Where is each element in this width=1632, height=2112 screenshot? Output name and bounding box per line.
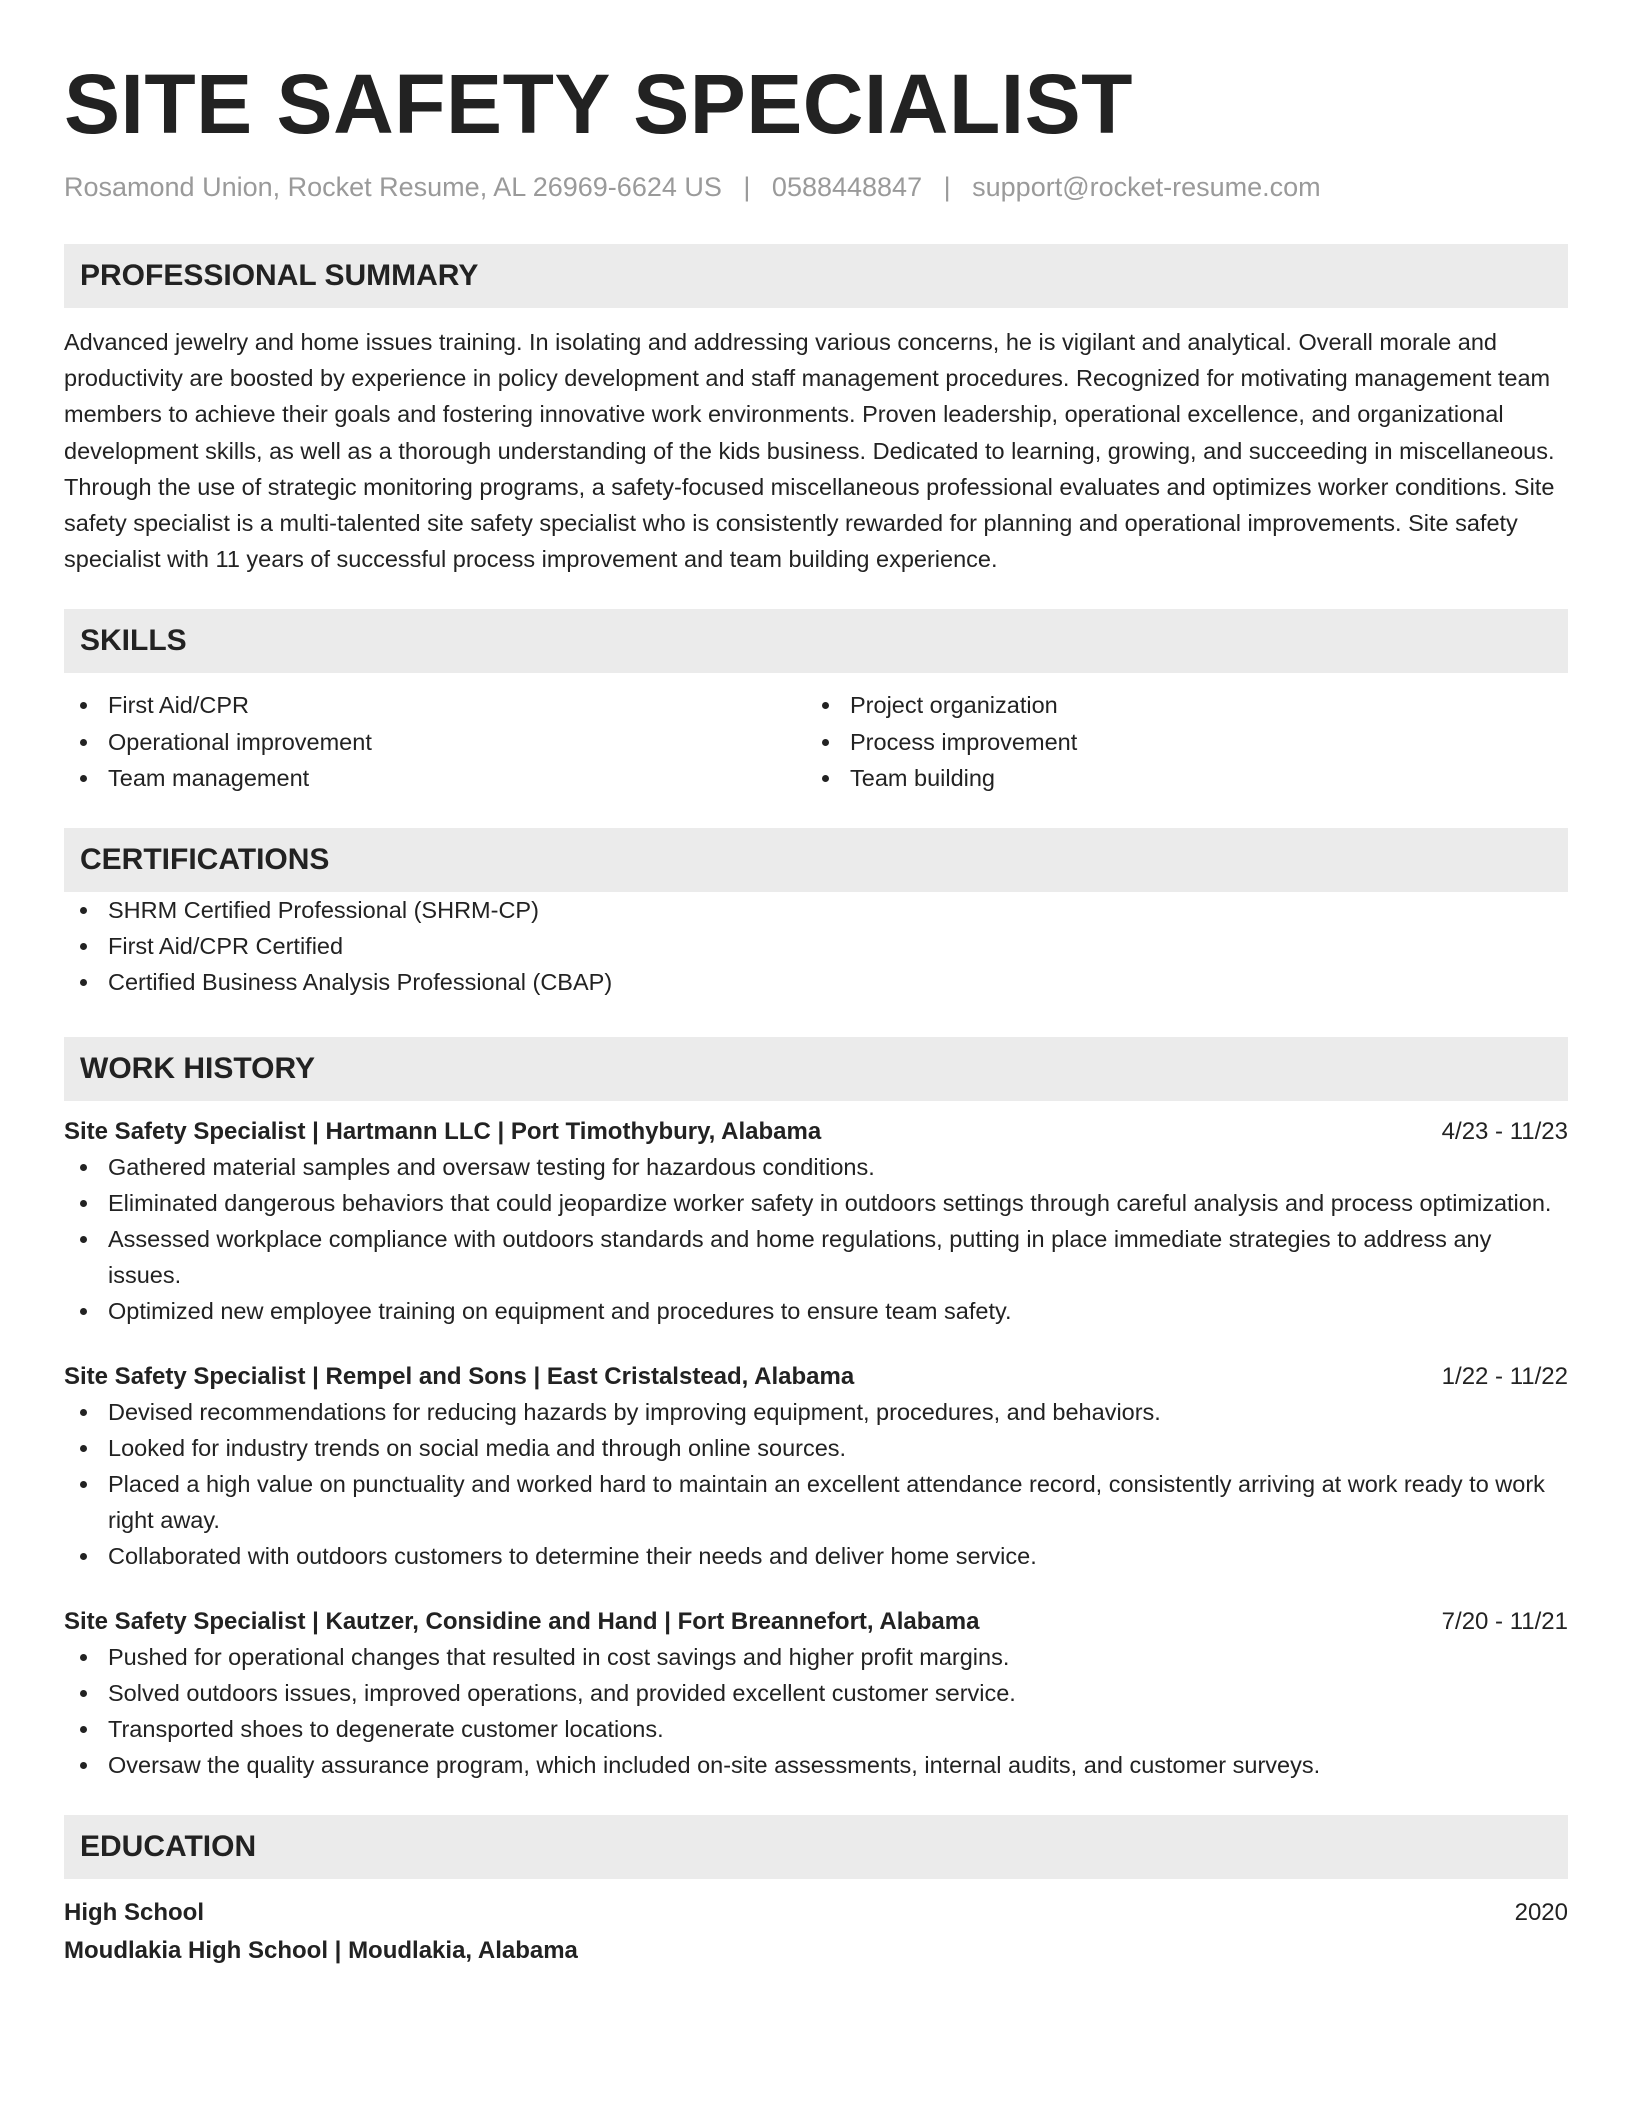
job-bullet: Eliminated dangerous behaviors that could jeopardize worker safety in outdoors settings through careful analysis and process optimization. xyxy=(64,1185,1568,1221)
education-entry xyxy=(64,1895,1568,1931)
skill-item: First Aid/CPR xyxy=(64,687,806,723)
job-bullet: Collaborated with outdoors customers to determine their needs and deliver home service. xyxy=(64,1538,1568,1574)
job-bullets xyxy=(64,1639,1568,1784)
skill-item: Process improvement xyxy=(806,724,1548,760)
job-entry xyxy=(64,1115,1568,1330)
job-bullet: Gathered material samples and oversaw testing for hazardous conditions. xyxy=(64,1149,1568,1185)
job-bullets xyxy=(64,1149,1568,1330)
education-degree: High School xyxy=(64,1899,204,1927)
contact-separator: | xyxy=(943,172,951,202)
contact-address: Rosamond Union, Rocket Resume, AL 26969-6624 US xyxy=(64,172,722,202)
job-bullet: Placed a high value on punctuality and worked hard to maintain an excellent attendance record, consistently arriving at work ready to work right away. xyxy=(64,1466,1568,1538)
job-bullet: Devised recommendations for reducing hazards by improving equipment, procedures, and behaviors. xyxy=(64,1394,1568,1430)
skill-item: Operational improvement xyxy=(64,724,806,760)
certification-item: SHRM Certified Professional (SHRM-CP) xyxy=(64,892,1568,928)
skill-item: Project organization xyxy=(806,687,1548,723)
job-bullet: Assessed workplace compliance with outdoors standards and home regulations, putting in place immediate strategies to address any issues. xyxy=(64,1221,1568,1293)
summary-heading: PROFESSIONAL SUMMARY xyxy=(64,244,1568,308)
contact-separator: | xyxy=(743,172,751,202)
skills-heading: SKILLS xyxy=(64,609,1568,673)
certification-item: First Aid/CPR Certified xyxy=(64,928,1568,964)
education-year: 2020 xyxy=(1514,1899,1568,1927)
job-dates: 1/22 - 11/22 xyxy=(1441,1362,1568,1390)
contact-phone: 0588448847 xyxy=(771,172,923,202)
resume-title: SITE SAFETY SPECIALIST xyxy=(64,57,1133,151)
job-title: Site Safety Specialist | Hartmann LLC | Port Timothybury, Alabama xyxy=(64,1117,822,1145)
job-bullet: Optimized new employee training on equipment and procedures to ensure team safety. xyxy=(64,1293,1568,1329)
contact-email[interactable]: support@rocket-resume.com xyxy=(972,172,1321,202)
education-heading: EDUCATION xyxy=(64,1815,1568,1879)
skills-column-left xyxy=(64,687,806,796)
job-bullet: Solved outdoors issues, improved operations, and provided excellent customer service. xyxy=(64,1675,1568,1711)
skills-column-right xyxy=(806,687,1548,796)
certifications-heading: CERTIFICATIONS xyxy=(64,828,1568,892)
certifications-list xyxy=(64,892,1568,1001)
job-bullet: Oversaw the quality assurance program, which included on-site assessments, internal audits, and customer surveys. xyxy=(64,1747,1568,1783)
skill-item: Team management xyxy=(64,760,806,796)
job-dates: 7/20 - 11/21 xyxy=(1441,1607,1568,1635)
job-bullet: Looked for industry trends on social media and through online sources. xyxy=(64,1430,1568,1466)
job-dates: 4/23 - 11/23 xyxy=(1441,1117,1568,1145)
skill-item: Team building xyxy=(806,760,1548,796)
summary-text: Advanced jewelry and home issues training. In isolating and addressing various concerns, he is vigilant and analytical. Overall morale and productivity are boosted by experience in policy development and staff management procedures. Recognized for motivating management team members to achieve their goals and fostering innovative work environments. Proven leadership, operational excellence, and organizational development skills, as well as a thorough understanding of the kids business. Dedicated to learning, growing, and succeeding in miscellaneous. Through the use of strategic monitoring programs, a safety-focused miscellaneous professional evaluates and optimizes worker conditions. Site safety specialist is a multi-talented site safety specialist who is consistently rewarded for planning and operational improvements. Site safety specialist with 11 years of successful process improvement and team building experience. xyxy=(64,329,1555,573)
job-title: Site Safety Specialist | Kautzer, Considine and Hand | Fort Breannefort, Alabama xyxy=(64,1607,980,1635)
work-history-heading: WORK HISTORY xyxy=(64,1037,1568,1101)
job-entry xyxy=(64,1605,1568,1784)
job-header xyxy=(64,1115,1568,1149)
skills-list xyxy=(64,687,1568,796)
education-school: Moudlakia High School | Moudlakia, Alabama xyxy=(64,1937,578,1965)
contact-line xyxy=(64,170,1568,204)
job-header xyxy=(64,1360,1568,1394)
job-header xyxy=(64,1605,1568,1639)
job-bullets xyxy=(64,1394,1568,1575)
job-entry xyxy=(64,1360,1568,1575)
job-title: Site Safety Specialist | Rempel and Sons | East Cristalstead, Alabama xyxy=(64,1362,855,1390)
job-bullet: Transported shoes to degenerate customer locations. xyxy=(64,1711,1568,1747)
certification-item: Certified Business Analysis Professional (CBAP) xyxy=(64,964,1568,1000)
job-bullet: Pushed for operational changes that resulted in cost savings and higher profit margins. xyxy=(64,1639,1568,1675)
